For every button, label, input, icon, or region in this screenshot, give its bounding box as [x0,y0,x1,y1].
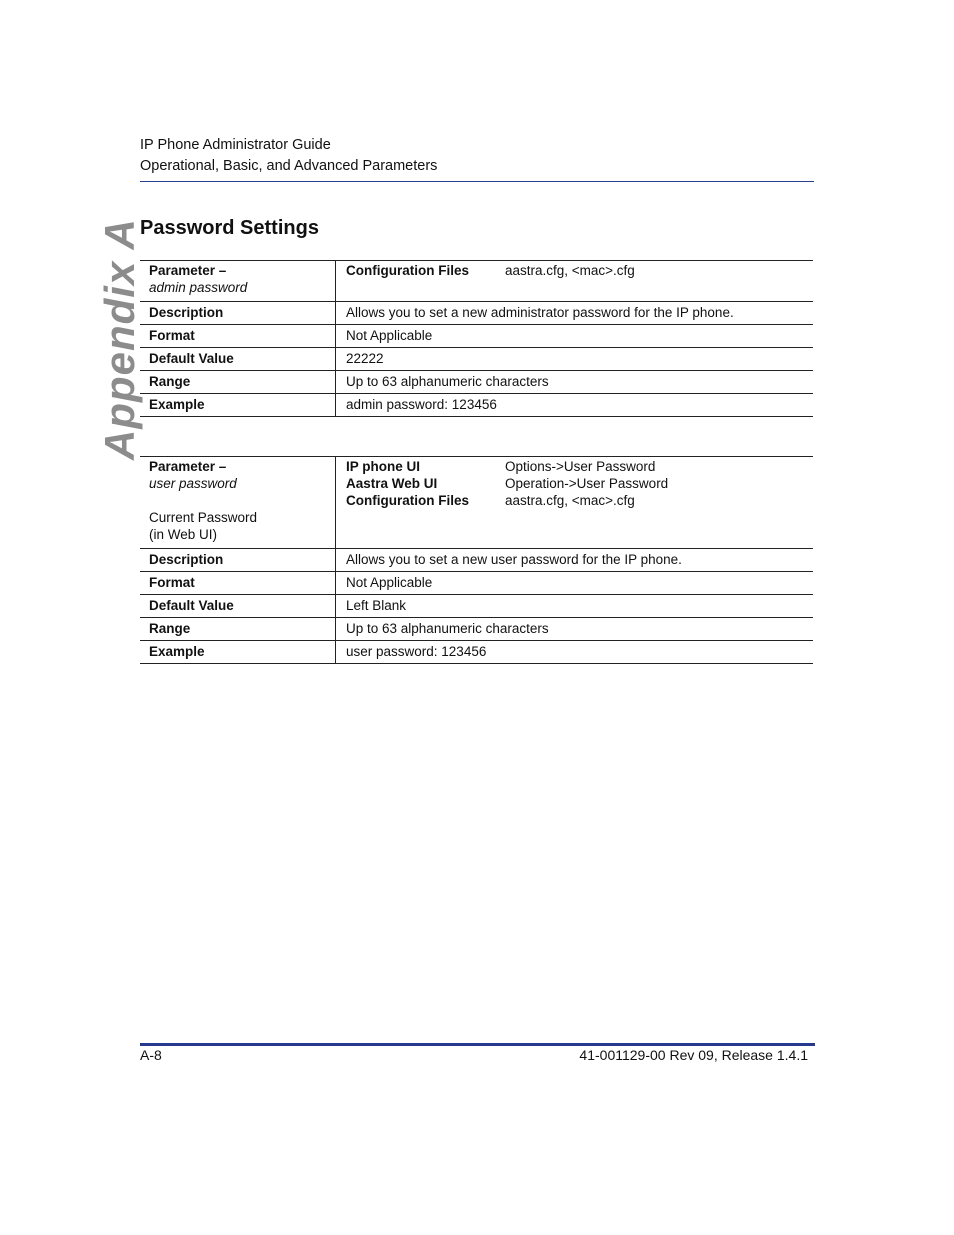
appendix-side-tab: Appendix A [96,218,143,460]
location-value: Operation->User Password [505,476,669,491]
location-row [346,475,804,492]
location-row [346,492,804,509]
web-ui-name: Current Password [149,510,258,525]
table-row [140,549,813,572]
row-value: Up to 63 alphanumeric characters [336,618,814,641]
parameter-name: user password [149,476,237,491]
location-key: Aastra Web UI [346,476,438,491]
parameter-cell [140,261,336,302]
header-title: IP Phone Administrator Guide [140,137,331,153]
location-key: Configuration Files [346,493,469,508]
location-row [346,458,804,475]
row-label: Description [140,549,336,572]
row-value: Not Applicable [336,325,814,348]
location-row [346,262,804,279]
row-label: Description [140,302,336,325]
table-row [140,261,813,302]
table-row [140,595,813,618]
row-value: Allows you to set a new administrator password for the IP phone. [336,302,814,325]
location-value: aastra.cfg, <mac>.cfg [505,493,635,508]
row-label: Default Value [140,348,336,371]
table-row [140,572,813,595]
user-password-table [140,456,813,664]
table-row [140,371,813,394]
row-value: Allows you to set a new user password for the IP phone. [336,549,814,572]
row-label: Range [140,618,336,641]
location-value: aastra.cfg, <mac>.cfg [505,263,635,278]
page-number: A-8 [140,1047,162,1063]
table-row [140,641,813,664]
admin-password-table [140,260,813,417]
row-label: Range [140,371,336,394]
table-row [140,618,813,641]
footer-divider [140,1043,815,1046]
row-value: Not Applicable [336,572,814,595]
parameter-cell [140,457,336,549]
row-value: Left Blank [336,595,814,618]
location-value: Options->User Password [505,459,656,474]
table-row [140,394,813,417]
row-label: Format [140,325,336,348]
table-row [140,325,813,348]
row-value: 22222 [336,348,814,371]
location-key: IP phone UI [346,459,421,474]
parameter-label: Parameter – [149,263,227,278]
row-value: user password: 123456 [336,641,814,664]
section-title: Password Settings [140,217,319,239]
web-ui-name-note: (in Web UI) [149,527,218,542]
row-label: Example [140,394,336,417]
row-label: Default Value [140,595,336,618]
row-value: Up to 63 alphanumeric characters [336,371,814,394]
parameter-label: Parameter – [149,459,227,474]
running-header [140,135,814,177]
document-id: 41-001129-00 Rev 09, Release 1.4.1 [579,1047,808,1063]
row-label: Example [140,641,336,664]
row-label: Format [140,572,336,595]
locations-cell [336,457,814,549]
table-row [140,457,813,549]
table-row [140,348,813,371]
header-subtitle: Operational, Basic, and Advanced Parameters [140,158,438,174]
location-key: Configuration Files [346,263,469,278]
header-divider [140,181,814,182]
row-value: admin password: 123456 [336,394,814,417]
table-row [140,302,813,325]
parameter-name: admin password [149,280,248,295]
locations-cell [336,261,814,302]
